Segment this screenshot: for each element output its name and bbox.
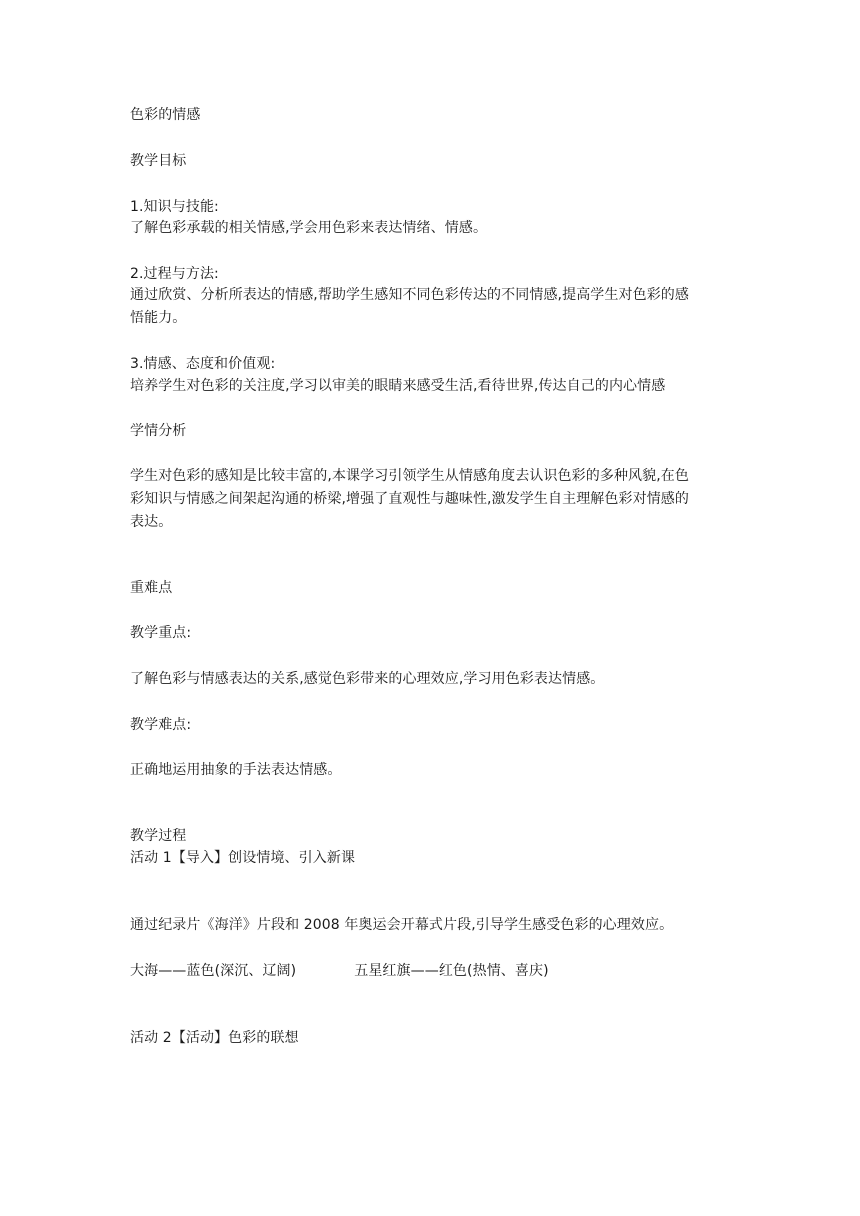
association-right: 五星红旗——红色(热情、喜庆) [354, 963, 549, 979]
process-heading: 教学过程 [130, 828, 187, 844]
objective-1-heading: 1.知识与技能: [130, 199, 219, 215]
difficult-point-heading: 教学难点: [130, 717, 192, 733]
color-association-row [130, 961, 549, 981]
objective-1-text: 了解色彩承载的相关情感,学会用色彩来表达情绪、情感。 [130, 220, 488, 236]
document-title: 色彩的情感 [130, 107, 201, 123]
objectives-heading: 教学目标 [130, 153, 187, 169]
objective-2-heading: 2.过程与方法: [130, 266, 219, 282]
activity-1-text: 通过纪录片《海洋》片段和 2008 年奥运会开幕式片段,引导学生感受色彩的心理效应。 [130, 917, 674, 933]
objective-3-heading: 3.情感、态度和价值观: [130, 356, 276, 372]
objective-2-text-line-1: 通过欣赏、分析所表达的情感,帮助学生感知不同色彩传达的不同情感,提高学生对色彩的感 [130, 287, 689, 303]
difficulty-heading: 重难点 [130, 580, 173, 596]
analysis-text-line-1: 学生对色彩的感知是比较丰富的,本课学习引领学生从情感角度去认识色彩的多种风貌,在色 [130, 468, 689, 484]
analysis-heading: 学情分析 [130, 423, 187, 439]
analysis-text-line-3: 表达。 [130, 514, 173, 530]
difficult-point-text: 正确地运用抽象的手法表达情感。 [130, 762, 342, 778]
analysis-text-line-2: 彩知识与情感之间架起沟通的桥梁,增强了直观性与趣味性,激发学生自主理解色彩对情感的 [130, 491, 689, 507]
objective-3-text: 培养学生对色彩的关注度,学习以审美的眼睛来感受生活,看待世界,传达自己的内心情感 [130, 378, 666, 394]
objective-2-text-line-2: 悟能力。 [130, 310, 187, 326]
key-point-text: 了解色彩与情感表达的关系,感觉色彩带来的心理效应,学习用色彩表达情感。 [130, 671, 605, 687]
activity-2-heading: 活动 2【活动】色彩的联想 [130, 1030, 299, 1046]
association-left: 大海——蓝色(深沉、辽阔) [130, 963, 297, 979]
activity-1-heading: 活动 1【导入】创设情境、引入新课 [130, 850, 356, 866]
key-point-heading: 教学重点: [130, 625, 192, 641]
